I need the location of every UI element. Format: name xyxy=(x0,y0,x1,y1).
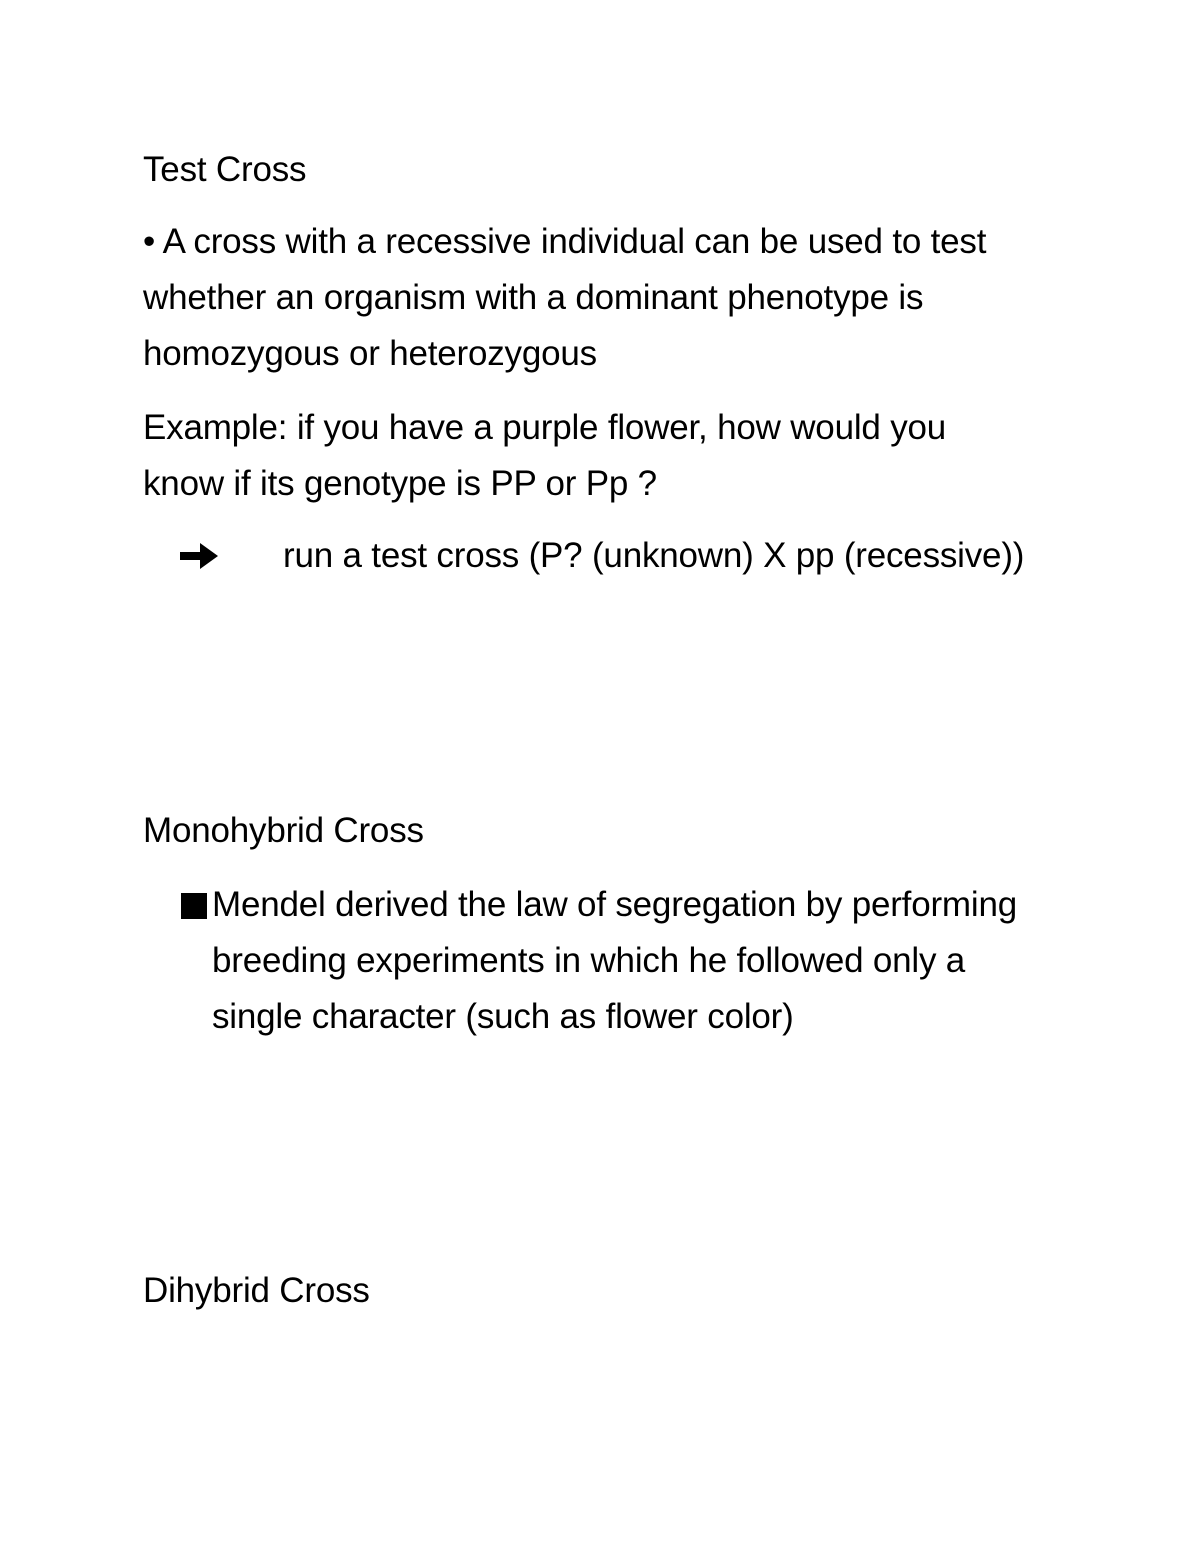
section-heading-test-cross: Test Cross xyxy=(143,150,307,189)
test-cross-example: Example: if you have a purple flower, how would you know if its genotype is PP or Pp ? xyxy=(143,408,947,503)
section-heading-dihybrid-cross: Dihybrid Cross xyxy=(143,1271,370,1310)
monohybrid-bullet-text: Mendel derived the law of segregation by performing breeding experiments in which he followed only a single character (such as flower color) xyxy=(212,885,1017,1036)
test-cross-bullet-text: A cross with a recessive individual can be used to test whether an organism with a dominant phenotype is homozygous or heterozygous xyxy=(143,222,987,373)
test-cross-arrow-text: run a test cross (P? (unknown) X pp (recessive)) xyxy=(283,536,1025,575)
bullet-dot: • xyxy=(143,222,156,261)
test-cross-bullet xyxy=(143,214,1103,382)
section-heading-monohybrid-cross: Monohybrid Cross xyxy=(143,811,424,850)
square-bullet-icon xyxy=(181,893,207,919)
